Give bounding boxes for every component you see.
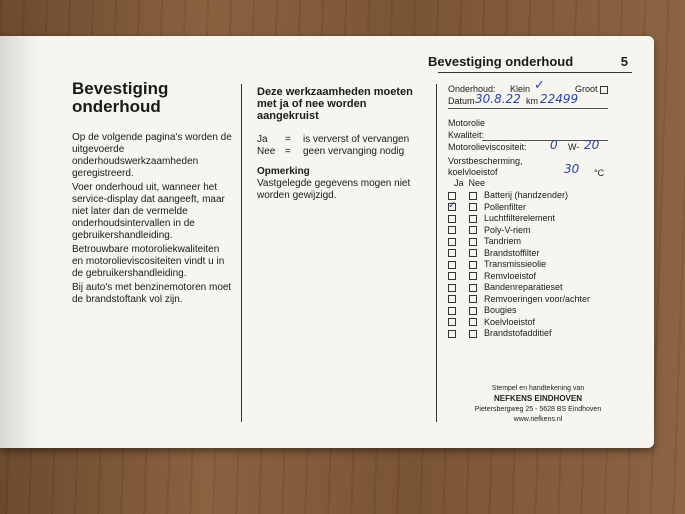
ja-checkbox[interactable] [448, 238, 456, 246]
dealer-web: www.nefkens.nl [513, 416, 563, 423]
ja-checkbox[interactable] [448, 215, 456, 223]
intro-title: Bevestiging onderhoud [72, 79, 169, 116]
checklist-item [448, 328, 590, 340]
nee-checkbox[interactable] [469, 203, 477, 211]
datum-value: 30.8.22 [475, 92, 521, 106]
nee-checkbox[interactable] [469, 318, 477, 326]
nee-checkbox[interactable] [469, 249, 477, 257]
checklist-item-label: Koelvloeistof [484, 316, 536, 327]
vorst-unit: °C [594, 168, 605, 178]
nee-checkbox[interactable] [469, 295, 477, 303]
page-number: 5 [620, 54, 628, 69]
booklet-spine [0, 36, 40, 448]
opmerking-text: Vastgelegde gegevens mogen niet worden gewijzigd. [257, 178, 411, 201]
checklist-item-label: Brandstofadditief [484, 328, 552, 339]
vorst-label: Vorstbescherming, koelvloeistof [448, 156, 523, 177]
page-header [428, 54, 628, 69]
ja-checkbox[interactable] [448, 284, 456, 292]
instructions-title: Deze werkzaamheden moeten met ja of nee worden aangekruist [257, 86, 413, 122]
checked-mark: ✓ [448, 199, 457, 211]
checklist-item-label: Brandstoffilter [484, 247, 540, 258]
checklist-item [448, 259, 590, 271]
checklist-item-label: Batterij (handzender) [484, 190, 569, 201]
checklist-item [448, 317, 590, 329]
intro-column [72, 80, 232, 308]
nee-checkbox[interactable] [469, 192, 477, 200]
vorst-value: 30 [564, 162, 580, 176]
nee-checkbox[interactable] [469, 284, 477, 292]
checklist-item [448, 294, 590, 306]
km-value: 22499 [540, 92, 579, 106]
column-divider-1 [241, 84, 242, 422]
checklist-item-label: Pollenfilter [484, 201, 527, 212]
viscosity-row: Motorolieviscositeit: 0 W- 20 [448, 138, 600, 152]
nee-checkbox[interactable] [469, 272, 477, 280]
ja-checkbox[interactable] [448, 249, 456, 257]
checklist-item [448, 271, 590, 283]
checklist [448, 190, 590, 340]
checklist-item-label: Remvoeringen voor/achter [484, 293, 591, 304]
checklist-item-label: Bandenreparatieset [484, 282, 563, 293]
checklist-item [448, 225, 590, 237]
groot-checkbox[interactable] [600, 86, 608, 94]
checklist-item [448, 236, 590, 248]
checklist-item [448, 190, 590, 202]
checklist-item-label: Transmissieolie [484, 259, 547, 270]
legend-nee: Nee = geen vervanging nodig [257, 146, 405, 157]
ja-checkbox[interactable] [448, 295, 456, 303]
dealer-stamp: Stempel en handtekening van NEFKENS EINDHOVEN Pietersbergweg 25 - 5628 BS Eindhoven www.nefkens.nl [468, 384, 608, 425]
instructions-column [257, 86, 429, 202]
ja-checkbox[interactable] [448, 318, 456, 326]
checklist-item [448, 248, 590, 260]
ja-checkbox[interactable] [448, 330, 456, 338]
checklist-item-label: Remvloeistof [484, 270, 537, 281]
checklist-item-label: Luchtfilterelement [484, 213, 556, 224]
ja-checkbox[interactable] [448, 192, 456, 200]
checklist-item-label: Bougies [484, 305, 517, 316]
nee-checkbox[interactable] [469, 238, 477, 246]
column-divider-2 [436, 84, 437, 422]
intro-paragraph: Voer onderhoud uit, wanneer het service-display dat aangeeft, maar niet later dan de vermelde onderhoudsintervallen in de gebruikershandleiding. [72, 182, 225, 241]
ja-checkbox[interactable] [448, 261, 456, 269]
nee-checkbox[interactable] [469, 226, 477, 234]
service-booklet-page [0, 36, 654, 448]
nee-checkbox[interactable] [469, 215, 477, 223]
dealer-name: NEFKENS EINDHOVEN [493, 394, 582, 403]
nee-checkbox[interactable] [469, 307, 477, 315]
checklist-item [448, 199, 590, 214]
checklist-item [448, 282, 590, 294]
header-rule [438, 72, 632, 73]
page-header-title: Bevestiging onderhoud [428, 54, 574, 69]
klein-checkmark: ✓ [534, 78, 545, 93]
intro-paragraph: Op de volgende pagina's worden de uitgevoerde onderhoudswerkzaamheden geregistreerd. [72, 132, 232, 179]
ja-checkbox[interactable] [448, 272, 456, 280]
intro-paragraph: Betrouwbare motoroliekwaliteiten en motorolieviscositeiten vindt u in de gebruikershandleiding. [72, 244, 225, 279]
intro-paragraph: Bij auto's met benzinemotoren moet de brandstoftank vol zijn. [72, 282, 232, 305]
checklist-item [448, 213, 590, 225]
datum-row: Datum 30.8.22 km 22499 [448, 96, 633, 110]
checklist-item [448, 305, 590, 317]
legend-ja: Ja = is ververst of vervangen [257, 134, 410, 145]
nee-checkbox[interactable] [469, 261, 477, 269]
kwaliteit-row: Kwaliteit: [448, 130, 633, 141]
onderhoud-row: Onderhoud: Klein ✓ Groot [448, 84, 633, 95]
checklist-item-label: Tandriem [484, 236, 522, 247]
nee-checkbox[interactable] [469, 330, 477, 338]
ja-checkbox[interactable] [448, 307, 456, 315]
motorolie-label: Motorolie [448, 118, 486, 128]
column-heads: Ja Nee [454, 178, 486, 188]
ja-checkbox[interactable] [448, 226, 456, 234]
opmerking-title: Opmerking [257, 166, 310, 177]
checklist-item-label: Poly-V-riem [484, 224, 531, 235]
dealer-address: Pietersbergweg 25 - 5628 BS Eindhoven [474, 406, 602, 413]
